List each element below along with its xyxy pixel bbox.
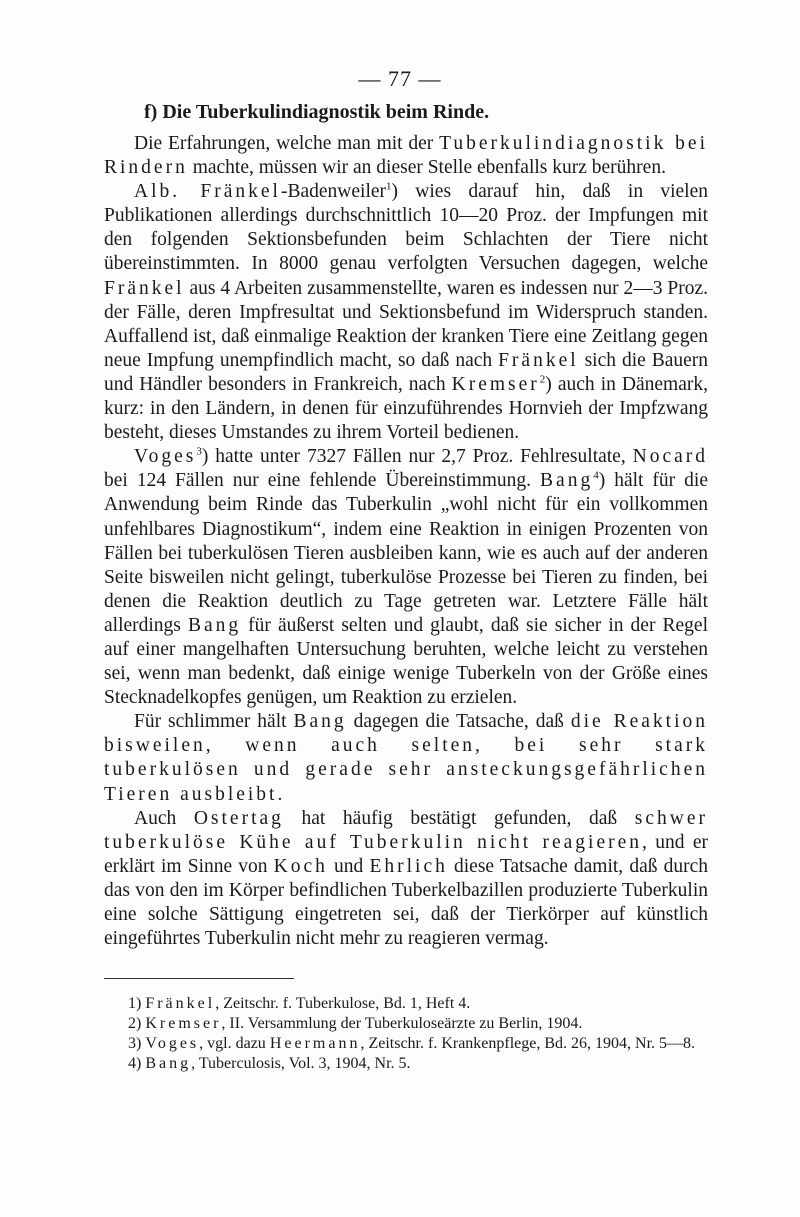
- footnote-author: Bang: [145, 1055, 192, 1073]
- footnote-text: , Zeitschr. f. Tuberkulose, Bd. 1, Heft 4.: [215, 995, 471, 1013]
- footnote-text: , Zeitschr. f. Krankenpflege, Bd. 26, 1904, Nr. 5—8.: [360, 1035, 696, 1053]
- footnote-number: 3): [128, 1035, 142, 1053]
- paragraph-text: Für schlimmer hält: [134, 711, 294, 733]
- paragraph-text: diese Tatsache damit, daß durch das von den im Körper befindlichen Tuberkelbazillen produzierte Tuberkulin eine solche Sättigung eingetreten sei, daß der Tierkörper auf künstlich eingeführtes Tuberkulin nicht mehr zu reagieren vermag.: [104, 855, 709, 950]
- paragraph-text: sich die Bauern und Händler besonders in Frankreich, nach: [104, 349, 709, 395]
- author-name: Ehrlich: [369, 855, 448, 877]
- author-name: Bang: [293, 711, 347, 733]
- footnote-ref[interactable]: 2: [539, 373, 546, 386]
- paragraph-text: dagegen die Tatsache, daß: [346, 711, 571, 733]
- footnote-author: Fränkel: [145, 995, 216, 1013]
- paragraph-text: -Badenweiler: [280, 181, 387, 203]
- paragraph-text: ) hatte unter 7327 Fällen nur 2,7 Proz. Fehlresultate,: [201, 446, 633, 468]
- footnote-ref[interactable]: 4: [593, 469, 599, 482]
- footnote-author: Kremser: [145, 1015, 222, 1033]
- footnotes: [104, 994, 708, 1074]
- footnote-divider: [104, 978, 294, 979]
- paragraph-3: [104, 445, 708, 710]
- footnote-number: 2): [128, 1015, 142, 1033]
- footnote-2: [104, 1014, 708, 1034]
- author-name: Fränkel: [498, 349, 579, 371]
- footnote-author: Heermann: [269, 1035, 361, 1053]
- author-name: Bang: [540, 470, 594, 492]
- footnote-text: , II. Versammlung der Tuberkuloseärzte zu Berlin, 1904.: [221, 1015, 583, 1033]
- paragraph-text: aus 4 Arbeiten zusammenstellte, waren es indessen nur 2—3 Proz. der Fälle, deren Impfresultat und Sektionsbefund im Widerspruch standen. Auffallend ist, daß einmalige Reaktion der kranken Tiere eine Zeitlang gegen neue Impfung unempfindlich macht, so daß nach: [104, 277, 708, 371]
- paragraph-text: machte, müssen wir an dieser Stelle ebenfalls kurz berühren.: [187, 157, 666, 179]
- footnote-4: [104, 1054, 708, 1074]
- footnote-1: [104, 994, 708, 1014]
- paragraph-text: Die Erfahrungen, welche man mit der: [134, 133, 440, 154]
- paragraph-text: bei 124 Fällen nur eine fehlende Übereinstimmung.: [104, 470, 541, 492]
- paragraph-text: ) auch in Dänemark, kurz: in den Ländern, in denen für einzuführendes Hornvieh der Impfzwang besteht, dieses Umstandes zu ihrem Vorteil bedienen.: [104, 373, 708, 444]
- footnote-ref[interactable]: 3: [196, 445, 202, 458]
- footnote-number: 1): [128, 995, 142, 1013]
- page-content: [104, 98, 708, 1074]
- paragraph-text: für äußerst selten und glaubt, daß sie sicher in der Regel auf einer mangelhaften Untersuchung beruhten, welche leicht zu verstehen sei, wenn man bedenkt, daß einige wenige Tuberkeln von der Größe eines Stecknadelkopfes genügen, um Reaktion zu erzielen.: [104, 614, 708, 709]
- body-text: [104, 132, 708, 951]
- paragraph-text: und: [327, 855, 370, 877]
- footnote-text: , vgl. dazu: [199, 1035, 270, 1053]
- section-heading: f) Die Tuberkulindiagnostik beim Rinde.: [144, 101, 490, 123]
- author-name: Bang: [187, 614, 242, 636]
- author-name: Nocard: [632, 446, 708, 468]
- author-name: Koch: [273, 855, 328, 877]
- paragraph-text: ) wies darauf hin, daß in vielen Publikationen allerdings durchschnittlich 10—20 Proz. der Impfungen mit den folgenden Sektionsbefunden beim Schlachten der Tiere nicht übereinstimmten. In 8000 genau verfolgten Versuchen dagegen, welche: [104, 181, 709, 275]
- paragraph-text: Auch: [134, 807, 194, 829]
- paragraph-5: [104, 807, 708, 952]
- footnote-number: 4): [128, 1055, 142, 1073]
- paragraph-text: hat häufig bestätigt gefunden, daß: [283, 807, 635, 829]
- footnote-ref[interactable]: 1: [386, 180, 392, 193]
- author-name: Voges: [134, 446, 197, 468]
- page-number: — 77 —: [358, 66, 442, 91]
- paragraph-4: [104, 710, 708, 806]
- author-name: Kremser: [451, 373, 540, 395]
- emphasis-text: Tuberkulindiagnostik bei Rindern: [104, 133, 708, 179]
- paragraph-text: ) hält für die Anwendung beim Rinde das Tuberkulin „wohl nicht für ein vollkommen unfehlbares Diagnostikum“, indem eine Reaktion in einigen Prozenten von Fällen bei tuberkulösen Tieren ausbleiben kann, wie es auch auf der anderen Seite bisweilen nicht gelingt, tuberkulöse Prozesse bei Tieren zu finden, bei denen die Reaktion deutlich zu Tage getreten war. Letztere Fälle hält allerdings: [104, 470, 708, 636]
- paragraph-text: , und er erklärt im Sinne von: [104, 831, 708, 877]
- footnote-3: [104, 1034, 708, 1054]
- author-name: Ostertag: [193, 807, 284, 829]
- emphasis-text: die Reaktion bisweilen, wenn auch selten, bei sehr stark tuberkulösen und gerade sehr ansteckungsgefährlichen Tieren ausbleibt.: [104, 711, 708, 805]
- author-name: Fränkel: [104, 277, 185, 299]
- author-name: Alb. Fränkel: [134, 181, 281, 203]
- footnote-author: Voges: [145, 1035, 200, 1053]
- paragraph-2: [104, 180, 708, 445]
- emphasis-text: schwer tuberkulöse Kühe auf Tuberkulin nicht reagieren: [104, 807, 708, 853]
- paragraph-1: [104, 132, 708, 180]
- footnote-text: , Tuberculosis, Vol. 3, 1904, Nr. 5.: [191, 1055, 411, 1073]
